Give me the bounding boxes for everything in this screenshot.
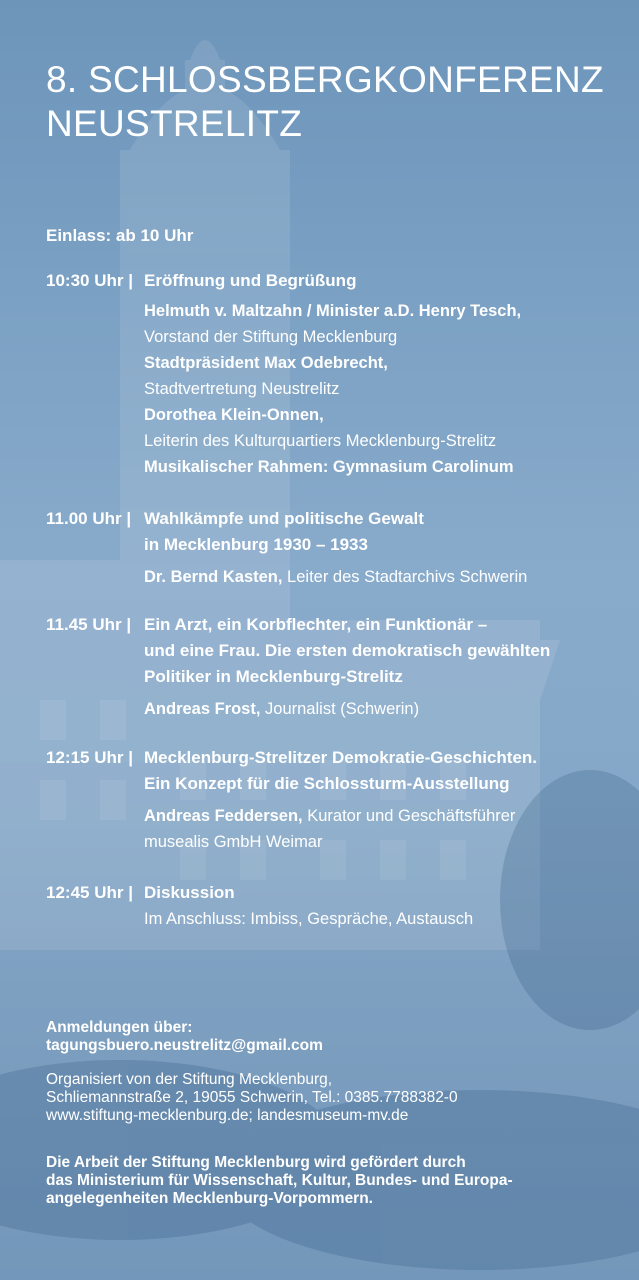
slot-details bbox=[144, 803, 626, 855]
speaker-line bbox=[144, 350, 626, 376]
funding-line: angelegenheiten Mecklenburg-Vorpommern. bbox=[46, 1190, 373, 1207]
registration-email[interactable]: tagungsbuero.neustrelitz@gmail.com bbox=[46, 1037, 323, 1054]
speaker-role: Journalist (Schwerin) bbox=[260, 700, 420, 718]
title-line-2: NEUSTRELITZ bbox=[46, 103, 303, 144]
organizer-block bbox=[46, 1071, 626, 1125]
slot-details bbox=[144, 696, 626, 722]
organizer-address: Schliemannstraße 2, 19055 Schwerin, Tel.: 0385.7788382-0 bbox=[46, 1089, 458, 1106]
slot-title bbox=[144, 880, 604, 906]
speaker-name: Dr. Bernd Kasten, bbox=[144, 568, 283, 586]
registration-label: Anmeldungen über: bbox=[46, 1019, 193, 1036]
program-slot bbox=[46, 880, 626, 932]
program-slot bbox=[46, 612, 626, 722]
speaker-role: Kurator und Geschäftsführer bbox=[302, 807, 516, 825]
speaker-line bbox=[144, 454, 626, 480]
music-note: Musikalischer Rahmen: Gymnasium Carolinum bbox=[144, 458, 514, 476]
slot-header bbox=[46, 612, 626, 690]
slot-details bbox=[144, 564, 626, 590]
speaker-role: Vorstand der Stiftung Mecklenburg bbox=[144, 328, 398, 346]
program-slot bbox=[46, 506, 626, 590]
slot-details bbox=[144, 906, 626, 932]
speaker-line bbox=[144, 324, 626, 350]
speaker-line bbox=[144, 829, 626, 855]
slot-header bbox=[46, 880, 626, 906]
funding-block bbox=[46, 1154, 626, 1208]
slot-title-line: Mecklenburg-Strelitzer Demokratie-Geschichten. bbox=[144, 748, 538, 767]
speaker-line bbox=[144, 696, 626, 722]
speaker-line bbox=[144, 564, 626, 590]
speaker-line bbox=[144, 298, 626, 324]
slot-title-line: Diskussion bbox=[144, 883, 235, 902]
program-slot bbox=[46, 268, 626, 480]
speaker-role: Stadtvertretung Neustrelitz bbox=[144, 380, 340, 398]
slot-title bbox=[144, 745, 624, 797]
speaker-role: Leiter des Stadtarchivs Schwerin bbox=[282, 568, 528, 586]
slot-header bbox=[46, 268, 626, 294]
slot-header bbox=[46, 506, 626, 558]
slot-time: 12:45 Uhr | bbox=[46, 883, 133, 902]
slot-time: 11.45 Uhr | bbox=[46, 615, 132, 634]
slot-title-line: Ein Konzept für die Schlossturm-Ausstellung bbox=[144, 774, 510, 793]
funding-line: Die Arbeit der Stiftung Mecklenburg wird gefördert durch bbox=[46, 1154, 466, 1171]
slot-details bbox=[144, 298, 626, 480]
speaker-line bbox=[144, 803, 626, 829]
speaker-name: Andreas Feddersen, bbox=[144, 807, 303, 825]
slot-time: 10:30 Uhr | bbox=[46, 271, 133, 290]
speaker-line bbox=[144, 428, 626, 454]
slot-title-line: Ein Arzt, ein Korbflechter, ein Funktionär – bbox=[144, 615, 488, 634]
slot-title-line: Politiker in Mecklenburg-Strelitz bbox=[144, 667, 403, 686]
speaker-name: Stadtpräsident Max Odebrecht, bbox=[144, 354, 388, 372]
registration-block bbox=[46, 1019, 626, 1055]
speaker-name: Dorothea Klein-Onnen, bbox=[144, 406, 324, 424]
slot-time: 11.00 Uhr | bbox=[46, 509, 132, 528]
conference-title bbox=[46, 58, 626, 146]
speaker-name: Andreas Frost, bbox=[144, 700, 261, 718]
speaker-line bbox=[144, 376, 626, 402]
admission-time: Einlass: ab 10 Uhr bbox=[46, 226, 194, 245]
slot-title bbox=[144, 506, 604, 558]
funding-line: das Ministerium für Wissenschaft, Kultur, Bundes- und Europa- bbox=[46, 1172, 513, 1189]
speaker-name: Helmuth v. Maltzahn / Minister a.D. Henry Tesch, bbox=[144, 302, 522, 320]
slot-time: 12:15 Uhr | bbox=[46, 748, 133, 767]
speaker-role: Leiterin des Kulturquartiers Mecklenburg-Strelitz bbox=[144, 432, 497, 450]
slot-title bbox=[144, 268, 604, 294]
slot-title-line: in Mecklenburg 1930 – 1933 bbox=[144, 535, 368, 554]
organizer-line: Organisiert von der Stiftung Mecklenburg, bbox=[46, 1071, 333, 1088]
detail-text: Im Anschluss: Imbiss, Gespräche, Austausch bbox=[144, 910, 474, 928]
slot-title-line: und eine Frau. Die ersten demokratisch gewählten bbox=[144, 641, 551, 660]
slot-header bbox=[46, 745, 626, 797]
organizer-websites[interactable]: www.stiftung-mecklenburg.de; landesmuseum-mv.de bbox=[46, 1107, 409, 1124]
slot-title-line: Wahlkämpfe und politische Gewalt bbox=[144, 509, 424, 528]
speaker-role: musealis GmbH Weimar bbox=[144, 833, 323, 851]
title-line-1: 8. SCHLOSSBERGKONFERENZ bbox=[46, 59, 604, 100]
detail-line bbox=[144, 906, 626, 932]
speaker-line bbox=[144, 402, 626, 428]
slot-title-line: Eröffnung und Begrüßung bbox=[144, 271, 357, 290]
program-slot bbox=[46, 745, 626, 855]
slot-title bbox=[144, 612, 624, 690]
